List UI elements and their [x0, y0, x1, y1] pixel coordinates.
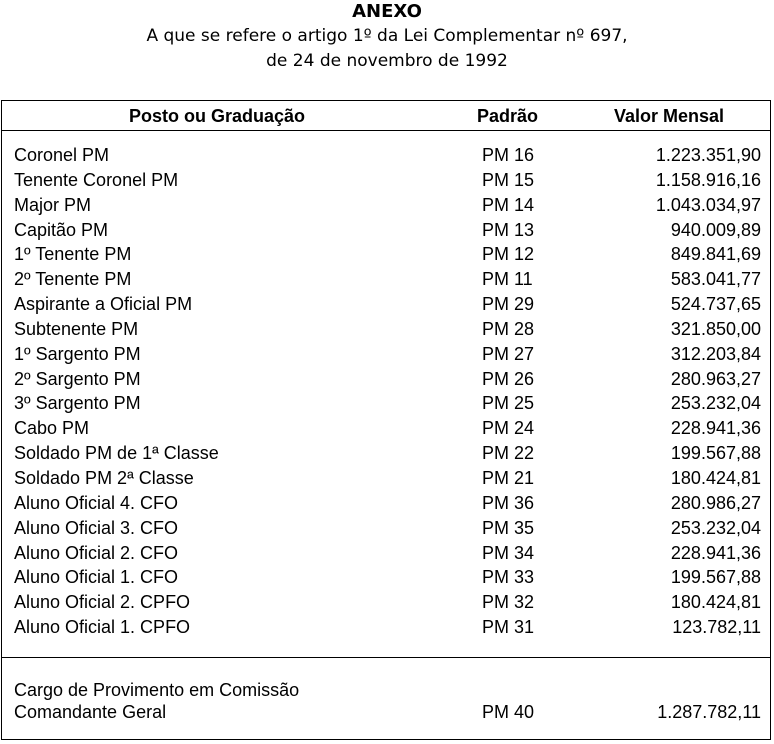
cell-posto: Aluno Oficial 1. CPFO	[14, 617, 191, 638]
cell-valor: 280.963,27	[670, 368, 761, 389]
cell-valor: 180.424,81	[670, 467, 761, 488]
cell-valor: 253.232,04	[670, 393, 761, 414]
cell-padrao: PM 24	[482, 418, 535, 439]
table-header-row	[2, 101, 770, 131]
table-row	[2, 242, 770, 267]
table-row	[2, 317, 770, 342]
cell-padrao: PM 40	[482, 702, 535, 722]
table-row	[2, 615, 770, 640]
cell-valor: 1.223.351,90	[655, 145, 761, 165]
column-header-valor: Valor Mensal	[614, 106, 725, 126]
cell-valor: 180.424,81	[670, 592, 761, 613]
cell-posto: 2º Sargento PM	[14, 368, 141, 389]
document-header	[0, 0, 774, 74]
cell-valor: 312.203,84	[670, 343, 761, 364]
cell-posto: Coronel PM	[14, 145, 110, 165]
cell-posto: Aluno Oficial 4. CFO	[14, 492, 179, 513]
cell-posto: Aluno Oficial 2. CPFO	[14, 592, 191, 613]
cell-padrao: PM 28	[482, 318, 535, 339]
table-row	[2, 292, 770, 317]
document-title: ANEXO	[352, 1, 422, 22]
table-row	[2, 590, 770, 615]
cell-posto: 2º Tenente PM	[14, 269, 132, 290]
cell-posto: Tenente Coronel PM	[14, 169, 179, 190]
table-row	[2, 193, 770, 218]
table-row	[2, 416, 770, 441]
cell-padrao: PM 11	[482, 269, 533, 290]
cell-padrao: PM 32	[482, 592, 535, 613]
table-row	[2, 701, 770, 725]
cell-posto: Capitão PM	[14, 219, 109, 240]
cell-padrao: PM 29	[482, 294, 535, 315]
column-header-padrao: Padrão	[477, 106, 539, 126]
cell-valor: 199.567,88	[670, 443, 761, 464]
cell-valor: 123.782,11	[672, 617, 761, 638]
table-row	[2, 367, 770, 392]
cell-padrao: PM 34	[482, 542, 535, 563]
table-row	[2, 391, 770, 416]
cell-posto: Comandante Geral	[14, 702, 167, 722]
cell-posto: Soldado PM 2ª Classe	[14, 467, 194, 488]
cell-valor: 524.737,65	[670, 294, 761, 315]
table-row	[2, 143, 770, 168]
cell-padrao: PM 27	[482, 343, 535, 364]
document-subtitle-line-2: de 24 de novembro de 1992	[266, 51, 508, 71]
cell-padrao: PM 22	[482, 443, 535, 464]
cell-posto: Aluno Oficial 3. CFO	[14, 517, 179, 538]
cell-valor: 583.041,77	[670, 269, 761, 290]
cell-valor: 228.941,36	[670, 542, 761, 563]
cell-padrao: PM 36	[482, 492, 535, 513]
cell-posto: Subtenente PM	[14, 318, 139, 339]
commission-section-label: Cargo de Provimento em Comissão	[14, 680, 300, 700]
cell-padrao: PM 14	[482, 194, 535, 215]
cell-posto: Major PM	[14, 194, 92, 215]
cell-valor: 849.841,69	[670, 244, 761, 265]
section-divider	[2, 657, 770, 658]
table-row	[2, 491, 770, 516]
table-row	[2, 516, 770, 541]
cell-padrao: PM 15	[482, 169, 535, 190]
cell-valor: 253.232,04	[670, 517, 761, 538]
cell-posto: 1º Tenente PM	[14, 244, 132, 265]
cell-padrao: PM 13	[482, 219, 535, 240]
cell-valor: 228.941,36	[670, 418, 761, 439]
cell-posto: Aspirante a Oficial PM	[14, 294, 193, 315]
cell-padrao: PM 33	[482, 567, 535, 588]
cell-padrao: PM 35	[482, 517, 535, 538]
cell-valor: 1.043.034,97	[655, 194, 761, 215]
table-body	[2, 143, 770, 640]
cell-valor: 199.567,88	[670, 567, 761, 588]
cell-padrao: PM 26	[482, 368, 535, 389]
table-row	[2, 342, 770, 367]
column-header-posto: Posto ou Graduação	[129, 106, 306, 126]
cell-padrao: PM 21	[482, 467, 535, 488]
cell-padrao: PM 25	[482, 393, 535, 414]
cell-valor: 1.158.916,16	[655, 169, 761, 190]
cell-posto: Aluno Oficial 1. CFO	[14, 567, 179, 588]
table-row	[2, 565, 770, 590]
salary-table	[1, 100, 771, 740]
cell-padrao: PM 12	[482, 244, 535, 265]
table-row	[2, 168, 770, 193]
document-subtitle-line-1: A que se refere o artigo 1º da Lei Complementar nº 697,	[146, 26, 628, 46]
table-row	[2, 267, 770, 292]
cell-padrao: PM 16	[482, 145, 535, 165]
cell-padrao: PM 31	[482, 617, 535, 638]
table-row	[2, 466, 770, 491]
table-row	[2, 441, 770, 466]
cell-posto: Soldado PM de 1ª Classe	[14, 443, 219, 464]
table-row	[2, 541, 770, 566]
cell-posto: 1º Sargento PM	[14, 343, 141, 364]
cell-valor: 1.287.782,11	[657, 702, 761, 722]
cell-valor: 321.850,00	[670, 318, 761, 339]
cell-valor: 940.009,89	[670, 219, 761, 240]
cell-posto: Cabo PM	[14, 418, 90, 439]
cell-posto: Aluno Oficial 2. CFO	[14, 542, 179, 563]
cell-valor: 280.986,27	[670, 492, 761, 513]
table-row	[2, 218, 770, 243]
cell-posto: 3º Sargento PM	[14, 393, 141, 414]
